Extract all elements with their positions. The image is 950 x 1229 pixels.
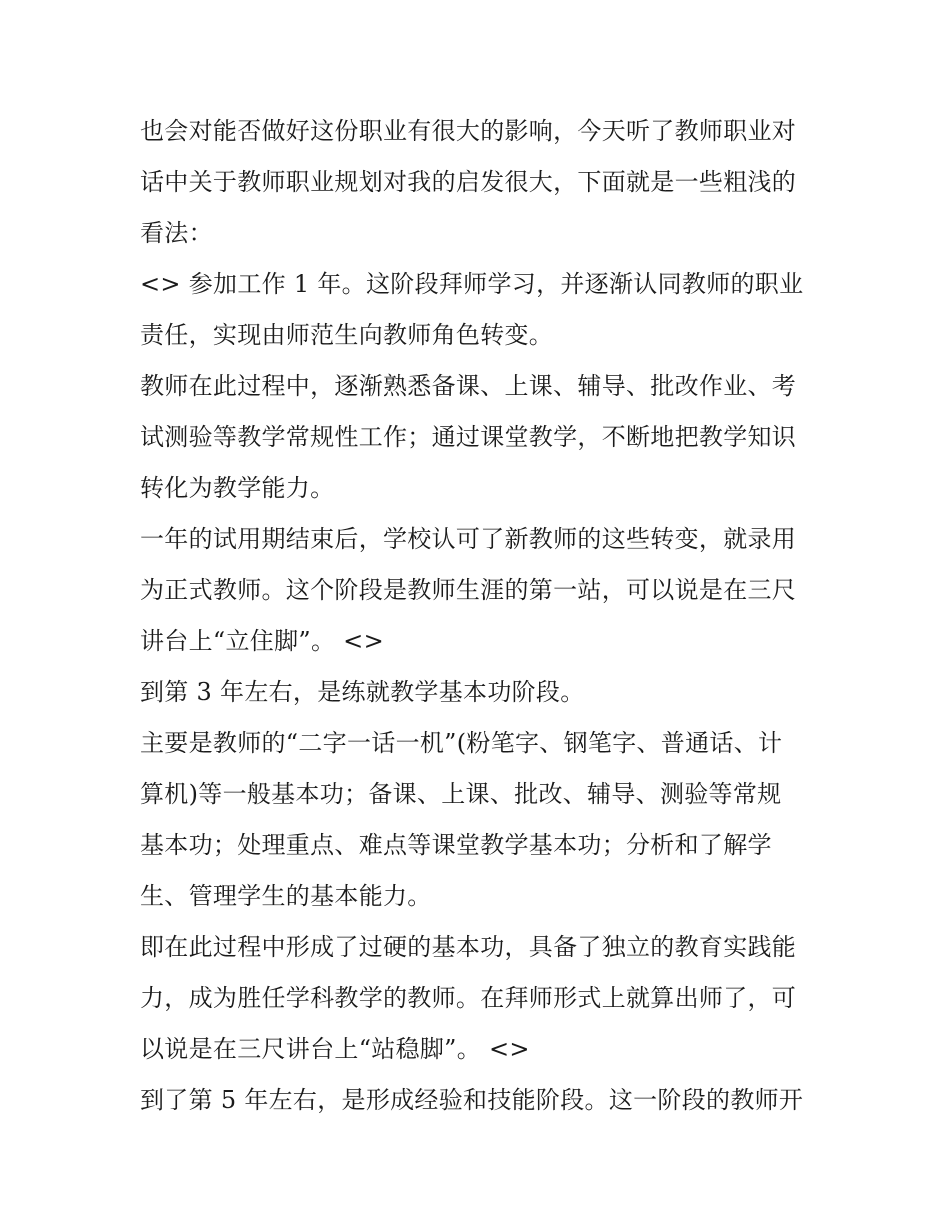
text-line: 即在此过程中形成了过硬的基本功，具备了独立的教育实践能 bbox=[140, 933, 797, 961]
text-line: 主要是教师的“二字一话一机”(粉笔字、钢笔字、普通话、计 bbox=[140, 729, 783, 757]
text-line: 到第 3 年左右，是练就教学基本功阶段。 bbox=[140, 678, 585, 706]
text-line: 也会对能否做好这份职业有很大的影响，今天听了教师职业对 bbox=[140, 117, 797, 145]
text-line: 基本功；处理重点、难点等课堂教学基本功；分析和了解学 bbox=[140, 831, 772, 859]
text-line: 讲台上“立住脚”。 <> bbox=[140, 627, 384, 655]
text-line: 话中关于教师职业规划对我的启发很大，下面就是一些粗浅的 bbox=[140, 168, 797, 196]
text-line: 以说是在三尺讲台上“站稳脚”。 <> bbox=[140, 1035, 530, 1063]
text-line: 教师在此过程中，逐渐熟悉备课、上课、辅导、批改作业、考 bbox=[140, 372, 797, 400]
text-line: <> 参加工作 1 年。这阶段拜师学习，并逐渐认同教师的职业 bbox=[140, 270, 804, 298]
text-line: 转化为教学能力。 bbox=[140, 474, 335, 502]
text-line: 责任，实现由师范生向教师角色转变。 bbox=[140, 321, 554, 349]
text-line: 算机)等一般基本功；备课、上课、批改、辅导、测验等常规 bbox=[140, 780, 782, 808]
text-line: 试测验等教学常规性工作；通过课堂教学，不断地把教学知识 bbox=[140, 423, 797, 451]
text-line: 力，成为胜任学科教学的教师。在拜师形式上就算出师了，可 bbox=[140, 984, 797, 1012]
text-line: 一年的试用期结束后，学校认可了新教师的这些转变，就录用 bbox=[140, 525, 797, 553]
document-body bbox=[140, 106, 820, 1126]
text-line: 看法： bbox=[140, 219, 213, 247]
text-line: 生、管理学生的基本能力。 bbox=[140, 882, 432, 910]
text-line: 为正式教师。这个阶段是教师生涯的第一站，可以说是在三尺 bbox=[140, 576, 797, 604]
text-line: 到了第 5 年左右，是形成经验和技能阶段。这一阶段的教师开 bbox=[140, 1086, 804, 1114]
